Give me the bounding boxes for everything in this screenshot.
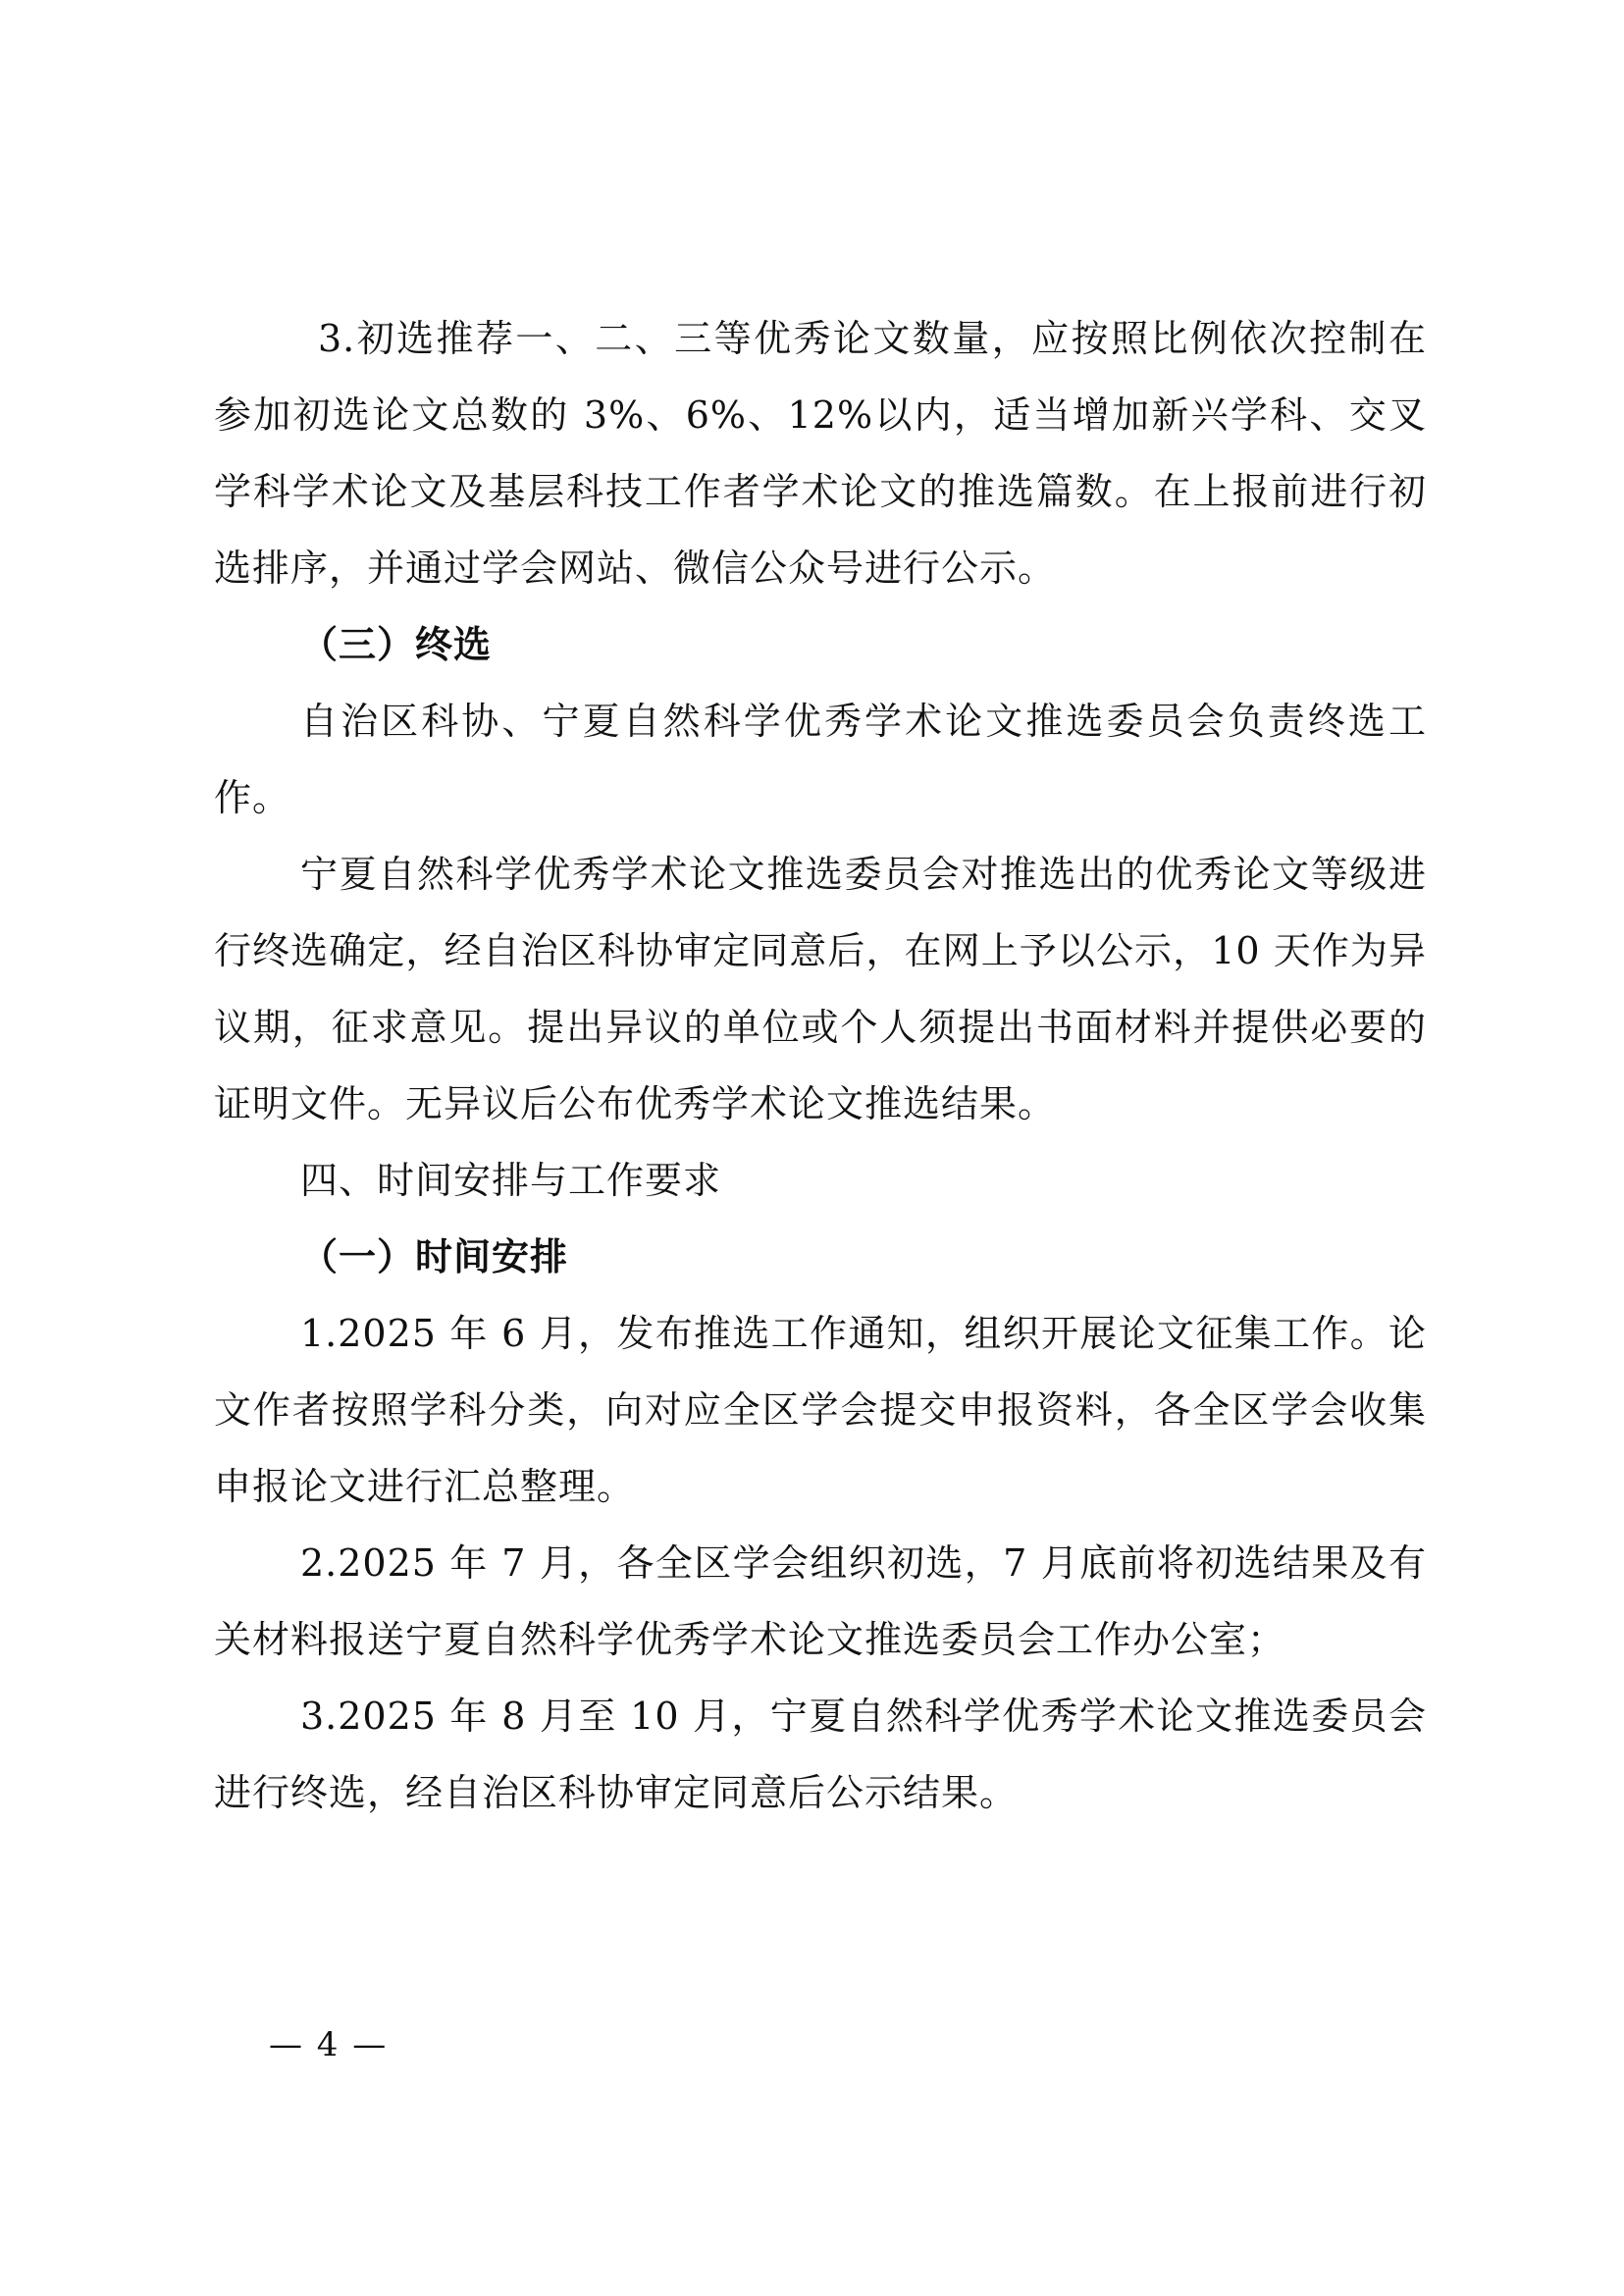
paragraph-final-selection-responsibility: 自治区科协、宁夏自然科学优秀学术论文推选委员会负责终选工作。 [214, 700, 1427, 819]
subheading-final-selection: （三）终选 [300, 623, 493, 666]
subheading-schedule: （一）时间安排 [300, 1235, 569, 1278]
paragraph-schedule-july: 2.2025 年 7 月，各全区学会组织初选，7 月底前将初选结果及有关材料报送宁夏自然科学优秀学术论文推选委员会工作办公室； [214, 1541, 1427, 1661]
paragraph-schedule-august-october: 3.2025 年 8 月至 10 月，宁夏自然科学优秀学术论文推选委员会进行终选，经自治区科协审定同意后公示结果。 [214, 1695, 1427, 1814]
section-heading-schedule-requirements: 四、时间安排与工作要求 [300, 1159, 722, 1202]
paragraph-schedule-june: 1.2025 年 6 月，发布推选工作通知，组织开展论文征集工作。论文作者按照学科分类，向对应全区学会提交申报资料，各全区学会收集申报论文进行汇总整理。 [214, 1312, 1427, 1508]
paragraph-final-selection-process: 宁夏自然科学优秀学术论文推选委员会对推选出的优秀论文等级进行终选确定，经自治区科协审定同意后，在网上予以公示，10 天作为异议期，征求意见。提出异议的单位或个人须提出书面材料并提供必要的证明文件。无异议后公布优秀学术论文推选结果。 [214, 853, 1427, 1125]
paragraph-initial-selection-quota: 3.初选推荐一、二、三等优秀论文数量，应按照比例依次控制在参加初选论文总数的 3%、6%、12%以内，适当增加新兴学科、交叉学科学术论文及基层科技工作者学术论文的推选篇数。在上报前进行初选排序，并通过学会网站、微信公众号进行公示。 [214, 317, 1427, 590]
document-body [214, 300, 1427, 1831]
page-number: — 4 — [269, 2025, 389, 2064]
